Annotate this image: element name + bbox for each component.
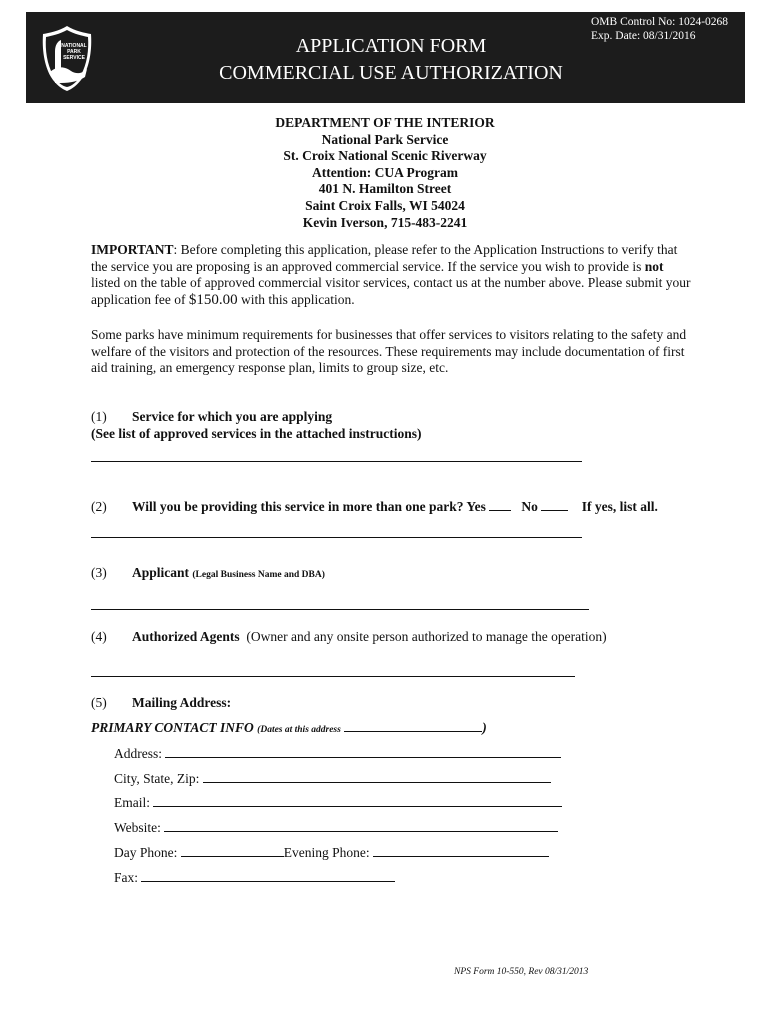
logo-text-service: SERVICE [63, 55, 85, 61]
dept-line: 401 N. Hamilton Street [318, 181, 452, 197]
dept-line: St. Croix National Scenic Riverway [283, 148, 487, 164]
question-2 [91, 498, 658, 515]
question-5 [91, 694, 231, 711]
omb-control-number: OMB Control No: 1024-0268 [591, 16, 729, 28]
if-yes-label: If yes, list all. [581, 499, 658, 514]
phone-field [114, 843, 549, 861]
title-line-2: COMMERCIAL USE AUTHORIZATION [219, 62, 563, 84]
expiration-date: Exp. Date: 08/31/2016 [591, 30, 696, 42]
website-label: Website: [114, 820, 161, 835]
question-number: (3) [91, 565, 107, 580]
question-5-label: Mailing Address: [132, 695, 232, 710]
fax-input[interactable] [141, 868, 395, 882]
department-address-block [0, 115, 770, 231]
email-input[interactable] [153, 793, 562, 807]
form-header [26, 12, 745, 103]
city-state-zip-field [114, 769, 551, 787]
question-3-note: (Legal Business Name and DBA) [192, 570, 325, 580]
question-1-subtext [91, 425, 421, 442]
applicant-input-line[interactable] [91, 609, 589, 610]
fax-field [114, 868, 395, 886]
form-title [166, 33, 616, 87]
yes-blank[interactable] [489, 498, 511, 511]
evening-phone-input[interactable] [373, 843, 549, 857]
no-label: No [521, 499, 538, 514]
address-field [114, 744, 561, 762]
address-input[interactable] [165, 744, 561, 758]
city-state-zip-label: City, State, Zip: [114, 771, 200, 786]
parks-list-input-line[interactable] [91, 537, 582, 538]
dates-at-address-blank[interactable] [344, 719, 482, 732]
dept-line: Kevin Iverson, 715-483-2241 [302, 214, 468, 230]
question-number: (1) [91, 409, 107, 424]
day-phone-label: Day Phone: [114, 845, 178, 860]
dates-close-paren: ) [482, 720, 487, 735]
important-notice [91, 242, 691, 308]
question-3 [91, 564, 325, 584]
important-label: IMPORTANT [91, 242, 174, 257]
question-number: (2) [91, 499, 107, 514]
logo-text-national: NATIONAL [61, 43, 87, 49]
dept-line: DEPARTMENT OF THE INTERIOR [275, 115, 495, 130]
question-1-label: Service for which you are applying [132, 409, 333, 424]
important-text-1: : Before completing this application, please refer to the Application Instructions to verify that the service you are proposing is an approved commercial service. If the service you wish to provide is [91, 242, 678, 274]
nps-arrowhead-logo [41, 25, 93, 91]
important-text-3: with this application. [237, 291, 355, 307]
dept-line: Saint Croix Falls, WI 54024 [305, 197, 465, 213]
day-phone-input[interactable] [181, 843, 284, 857]
question-number: (5) [91, 695, 107, 710]
logo-text-park: PARK [67, 49, 81, 55]
evening-phone-label: Evening Phone: [283, 845, 370, 860]
address-label: Address: [114, 746, 162, 761]
application-fee: $150.00 [188, 291, 238, 308]
primary-contact-label: PRIMARY CONTACT INFO [91, 720, 254, 735]
question-number: (4) [91, 629, 107, 644]
dept-line: Attention: CUA Program [312, 164, 458, 180]
question-4-note: (Owner and any onsite person authorized to manage the operation) [246, 629, 607, 644]
question-4-label: Authorized Agents [132, 629, 240, 644]
important-bold-not: not [644, 258, 664, 274]
website-field [114, 818, 558, 836]
email-field [114, 793, 562, 811]
question-1-sub: (See list of approved services in the attached instructions) [91, 426, 422, 441]
dept-line: National Park Service [321, 131, 449, 147]
title-line-1: APPLICATION FORM [295, 35, 487, 57]
primary-contact-heading [91, 719, 487, 739]
requirements-notice: Some parks have minimum requirements for businesses that offer services to visitors relating to the safety and welfare of the visitors and protection of the resources. These requirements may include documentation of first aid training, an emergency response plan, limits to group size, etc. [91, 327, 687, 376]
city-state-zip-input[interactable] [203, 769, 551, 783]
question-2-label: Will you be providing this service in more than one park? Yes [132, 499, 486, 514]
dates-at-address-label: (Dates at this address [257, 725, 341, 735]
form-footer: NPS Form 10-550, Rev 08/31/2013 [454, 967, 589, 977]
service-input-line[interactable] [91, 461, 582, 462]
authorized-agents-input-line[interactable] [91, 676, 575, 677]
omb-info [591, 15, 728, 43]
important-text-2: listed on the table of approved commercial visitor services, contact us at the number above. Please submit your application fee of [91, 275, 691, 307]
email-label: Email: [114, 795, 150, 810]
no-blank[interactable] [541, 498, 568, 511]
website-input[interactable] [164, 818, 558, 832]
question-1 [91, 408, 332, 425]
fax-label: Fax: [114, 870, 139, 885]
question-3-label: Applicant [132, 565, 190, 580]
question-4 [91, 628, 607, 645]
